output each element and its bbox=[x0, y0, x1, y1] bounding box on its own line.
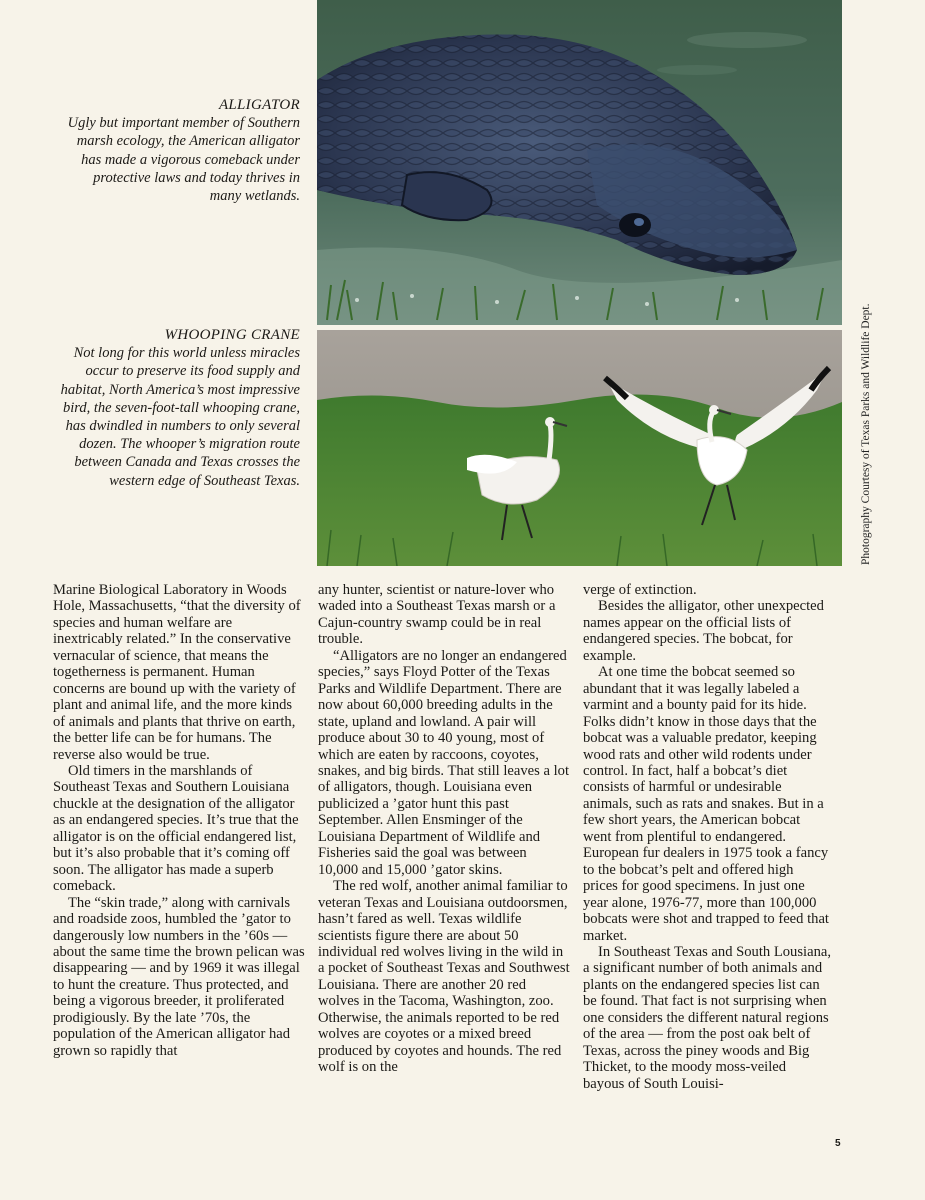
paragraph: Besides the alligator, other unexpected names appear on the official lists of endangered species. The bobcat, for example. bbox=[583, 598, 824, 664]
paragraph: verge of extinction. bbox=[583, 582, 697, 598]
paragraph: “Alligators are no longer an endangered species,” says Floyd Potter of the Texas Parks and Wildlife Department. There are now about 60,000 breeding adults in the state, upland and lowland. A pair will produce about 30 to 40 young, most of which are eaten by raccoons, coyotes, snakes, and big birds. That still leaves a lot of alligators, though. Louisiana even publicized a ’gator hunt this past September. Allen Ensminger of the Louisiana Department of Wildlife and Fisheries said the goal was between 10,000 and 15,000 ’gator skins. bbox=[318, 647, 570, 878]
whooping-crane-photo bbox=[317, 330, 842, 566]
text-column-2 bbox=[318, 582, 570, 1076]
paragraph: Old timers in the marshlands of Southeast Texas and Southern Louisiana chuckle at the designation of the alligator as an endangered species. It’s true that the alligator is on the official endangered list, but it’s also probable that it’s coming off soon. The alligator has made a superb comeback. bbox=[53, 762, 299, 895]
whooping-crane-illustration bbox=[317, 330, 842, 566]
paragraph: any hunter, scientist or nature-lover who waded into a Southeast Texas marsh or a Cajun-country swamp could be in real trouble. bbox=[318, 582, 556, 648]
alligator-illustration bbox=[317, 0, 842, 325]
photo-credit: Photography Courtesy of Texas Parks and Wildlife Dept. bbox=[860, 303, 872, 565]
caption-alligator-title: ALLIGATOR bbox=[218, 97, 300, 113]
paragraph: The red wolf, another animal familiar to veteran Texas and Louisiana outdoorsmen, hasn’t fared as well. Texas wildlife scientists figure there are about 50 individual red wolves living in the wild in a pocket of Southeast Texas and Southwest Louisiana. There are another 20 red wolves in the Tacoma, Washington, zoo. Otherwise, the animals reported to be red wolves are coyotes or a mixed breed produced by coyotes and hounds. The red wolf is on the bbox=[318, 878, 570, 1076]
caption-crane-title: WHOOPING CRANE bbox=[164, 327, 300, 343]
caption-alligator-text: Ugly but important member of Southern marsh ecology, the American alligator has made a vigorous comeback under protective laws and today thrives in many wetlands. bbox=[67, 115, 300, 205]
alligator-photo bbox=[317, 0, 842, 325]
text-column-1 bbox=[53, 582, 305, 1059]
paragraph: At one time the bobcat seemed so abundant that it was legally labeled a varmint and a bounty paid for its hide. Folks didn’t know in those days that the bobcat was a valuable predator, keeping wood rats and other wild rodents under control. In fact, half a bobcat’s diet consists of harmful or undesirable animals, such as rats and snakes. But in a few short years, the American bobcat went from plentiful to endangered. European fur dealers in 1975 took a fancy to the bobcat’s pelt and offered high prices for good specimens. In just one year alone, 1976-77, more than 100,000 bobcats were shot and trapped to feed that market. bbox=[583, 664, 829, 944]
caption-alligator bbox=[60, 96, 300, 205]
caption-whooping-crane bbox=[60, 326, 300, 490]
caption-crane-text: Not long for this world unless miracles occur to preserve its food supply and habitat, North America’s most impressive bird, the seven-foot-tall whooping crane, has dwindled in numbers to only several dozen. The whooper’s migration route between Canada and Texas crosses the western edge of Southeast Texas. bbox=[60, 345, 300, 489]
paragraph: The “skin trade,” along with carnivals and roadside zoos, humbled the ’gator to dangerously low numbers in the ’60s — about the same time the brown pelican was disappearing — and by 1969 it was illegal to hunt the creature. Thus protected, and being a vigorous breeder, it proliferated prodigiously. By the late ’70s, the population of the American alligator had grown so rapidly that bbox=[53, 894, 305, 1059]
text-column-3 bbox=[583, 582, 831, 1092]
page-number: 5 bbox=[835, 1138, 841, 1149]
paragraph: Marine Biological Laboratory in Woods Hole, Massachusetts, “that the diversity of species and human welfare are inextricably related.” In the conservative vernacular of science, that means the togetherness is permanent. Human concerns are bound up with the variety of plant and animal life, and the more kinds of animals and plants that thrive on earth, the better life can be for humans. The reverse also would be true. bbox=[53, 582, 301, 763]
paragraph: In Southeast Texas and South Lousiana, a significant number of both animals and plants on the endangered species list can be found. That fact is not surprising when one considers the different natural regions of the area — from the post oak belt of Texas, across the piney woods and Big Thicket, to the moody moss-veiled bayous of South Louisi- bbox=[583, 943, 831, 1092]
